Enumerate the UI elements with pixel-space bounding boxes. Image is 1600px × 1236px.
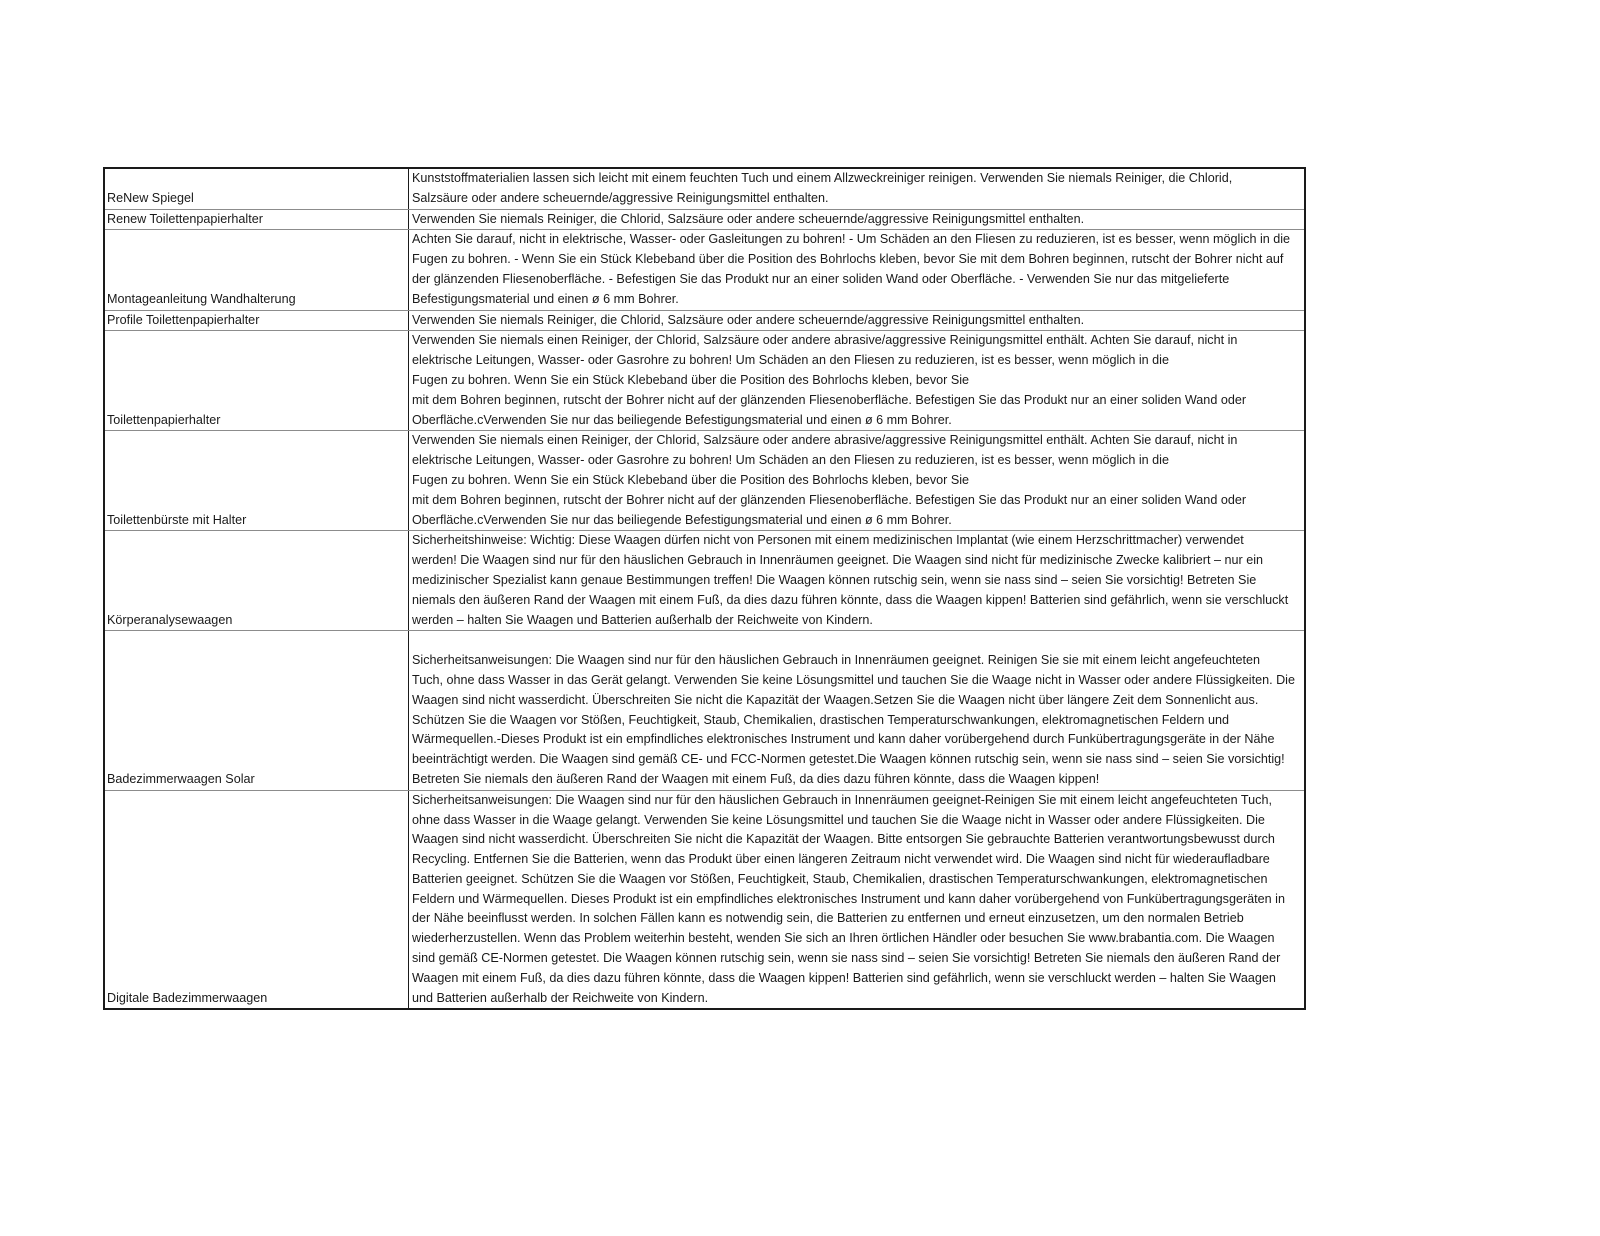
table-row — [105, 530, 1304, 630]
product-name-cell: Badezimmerwaagen Solar — [105, 631, 409, 789]
table-row — [105, 630, 1304, 789]
instruction-text-cell: Achten Sie darauf, nicht in elektrische, Wasser- oder Gasleitungen zu bohren! - Um Schäden an den Fliesen zu reduzieren, ist es besser, wenn möglich in die Fugen zu bohren. - Wenn Sie ein Stück Klebeband über die Position des Bohrlochs kleben, bevor Sie mit dem Bohren beginnen, rutscht der Bohrer nicht auf der glänzenden Fliesenoberfläche. - Befestigen Sie das Produkt nur an einer soliden Wand oder Oberfläche. - Verwenden Sie nur das mitgelieferte Befestigungsmaterial und einen ø 6 mm Bohrer. — [412, 232, 1291, 306]
product-name-cell: Profile Toilettenpapierhalter — [105, 311, 409, 331]
product-name-cell: Montageanleitung Wandhalterung — [105, 230, 409, 309]
instruction-text-cell: Verwenden Sie niemals einen Reiniger, der Chlorid, Salzsäure oder andere abrasive/aggressive Reinigungsmittel enthält. Achten Sie darauf, nicht in elektrische Leitungen, Wasser- oder Gasrohre zu bohren! Um Schäden an den Fliesen zu reduzieren, ist es besser, wenn möglich in die Fugen zu bohren. Wenn Sie ein Stück Klebeband über die Position des Bohrlochs kleben, bevor Sie mit dem Bohren beginnen, rutscht der Bohrer nicht auf der glänzenden Fliesenoberfläche. Befestigen Sie das Produkt nur an einer soliden Wand oder Oberfläche.cVerwenden Sie nur das beiliegende Befestigungsmaterial und einen ø 6 mm Bohrer. — [412, 433, 1247, 527]
table-row — [105, 790, 1304, 1009]
instruction-text-cell: Sicherheitsanweisungen: Die Waagen sind nur für den häuslichen Gebrauch in Innenräumen geeignet-Reinigen Sie mit einem leicht angefeuchteten Tuch, ohne dass Wasser in die Waage gelangt. Verwenden Sie keine Lösungsmittel und tauchen Sie die Waage nicht in Wasser oder andere Flüssigkeiten. Die Waagen sind nicht wasserdicht. Überschreiten Sie nicht die Kapazität der Waagen. Bitte entsorgen Sie gebrauchte Batterien verantwortungsbewusst durch Recycling. Entfernen Sie die Batterien, wenn das Produkt über einen längeren Zeitraum nicht verwendet wird. Die Waagen sind nicht für wiederaufladbare Batterien geeignet. Schützen Sie die Waagen vor Stößen, Feuchtigkeit, Staub, Chemikalien, drastischen Temperaturschwankungen, elektromagnetischen Feldern und Wärmequellen. Dieses Produkt ist ein empfindliches elektronisches Instrument und kann daher vorübergehend von Funkübertragungsgeräten in der Nähe beeinflusst werden. In solchen Fällen kann es notwendig sein, die Batterien zu entfernen und erneut einzusetzen, um den normalen Betrieb wiederherzustellen. Wenn das Problem weiterhin besteht, wenden Sie sich an Ihren örtlichen Händler oder besuchen Sie www.brabantia.com. Die Waagen sind gemäß CE-Normen getestet. Die Waagen können rutschig sein, wenn sie nass sind – seien Sie vorsichtig! Betreten Sie niemals den äußeren Rand der Waagen mit einem Fuß, da dies dazu führen könnte, dass die Waagen kippen! Batterien sind gefährlich, wenn sie verschluckt werden – halten Sie Waagen und Batterien außerhalb der Reichweite von Kindern. — [412, 792, 1285, 1005]
instruction-text-cell: Sicherheitshinweise: Wichtig: Diese Waagen dürfen nicht von Personen mit einem medizinischen Implantat (wie einem Herzschrittmacher) verwendet werden! Die Waagen sind nur für den häuslichen Gebrauch in Innenräumen geeignet. Die Waagen sind nicht für medizinische Zwecke kalibriert – nur ein medizinischer Spezialist kann genaue Bestimmungen treffen! Die Waagen können rutschig sein, wenn sie nass sind – seien Sie vorsichtig! Betreten Sie niemals den äußeren Rand der Waagen mit einem Fuß, da dies dazu führen könnte, dass die Waagen kippen! Batterien sind gefährlich, wenn sie verschluckt werden – halten Sie Waagen und Batterien außerhalb der Reichweite von Kindern. — [412, 533, 1289, 627]
product-name-cell: Toilettenbürste mit Halter — [105, 431, 409, 530]
product-name-cell: Renew Toilettenpapierhalter — [105, 210, 409, 230]
product-name-cell: Toilettenpapierhalter — [105, 331, 409, 430]
table-row — [105, 209, 1304, 230]
table-row — [105, 169, 1304, 209]
instruction-text-cell: Sicherheitsanweisungen: Die Waagen sind nur für den häuslichen Gebrauch in Innenräumen geeignet. Reinigen Sie sie mit einem leicht angefeuchteten Tuch, ohne dass Wasser in das Gerät gelangt. Verwenden Sie keine Lösungsmittel und tauchen Sie die Waage nicht in Wasser oder andere Flüssigkeiten. Die Waagen sind nicht wasserdicht. Überschreiten Sie nicht die Kapazität der Waagen.Setzen Sie die Waagen nicht über längere Zeit dem Sonnenlicht aus. Schützen Sie die Waagen vor Stößen, Feuchtigkeit, Staub, Chemikalien, drastischen Temperaturschwankungen, elektromagnetischen Feldern und Wärmequellen.-Dieses Produkt ist ein empfindliches elektronisches Instrument und kann daher vorübergehend durch Funkübertragungsgeräte in der Nähe beeinträchtigt werden. Die Waagen sind gemäß CE- und FCC-Normen getestet.Die Waagen können rutschig sein, wenn sie nass sind – seien Sie vorsichtig! Betreten Sie niemals den äußeren Rand der Waagen mit einem Fuß, da dies dazu führen könnte, dass die Waagen kippen! — [412, 653, 1295, 786]
instruction-text-cell: Verwenden Sie niemals Reiniger, die Chlorid, Salzsäure oder andere scheuernde/aggressive Reinigungsmittel enthalten. — [412, 211, 1085, 226]
product-name-cell: ReNew Spiegel — [105, 169, 409, 209]
table-row — [105, 229, 1304, 309]
product-safety-table — [103, 167, 1306, 1010]
table-row — [105, 310, 1304, 331]
instruction-text-cell: Verwenden Sie niemals einen Reiniger, der Chlorid, Salzsäure oder andere abrasive/aggressive Reinigungsmittel enthält. Achten Sie darauf, nicht in elektrische Leitungen, Wasser- oder Gasrohre zu bohren! Um Schäden an den Fliesen zu reduzieren, ist es besser, wenn möglich in die Fugen zu bohren. Wenn Sie ein Stück Klebeband über die Position des Bohrlochs kleben, bevor Sie mit dem Bohren beginnen, rutscht der Bohrer nicht auf der glänzenden Fliesenoberfläche. Befestigen Sie das Produkt nur an einer soliden Wand oder Oberfläche.cVerwenden Sie nur das beiliegende Befestigungsmaterial und einen ø 6 mm Bohrer. — [412, 333, 1247, 427]
table-row — [105, 330, 1304, 430]
instruction-text-cell: Verwenden Sie niemals Reiniger, die Chlorid, Salzsäure oder andere scheuernde/aggressive Reinigungsmittel enthalten. — [412, 312, 1085, 327]
product-name-cell: Körperanalysewaagen — [105, 531, 409, 630]
table-row — [105, 430, 1304, 530]
instruction-text-cell: Kunststoffmaterialien lassen sich leicht mit einem feuchten Tuch und einem Allzweckreiniger reinigen. Verwenden Sie niemals Reiniger, die Chlorid, Salzsäure oder andere scheuernde/aggressive Reinigungsmittel enthalten. — [412, 171, 1233, 205]
product-name-cell: Digitale Badezimmerwaagen — [105, 791, 409, 1009]
